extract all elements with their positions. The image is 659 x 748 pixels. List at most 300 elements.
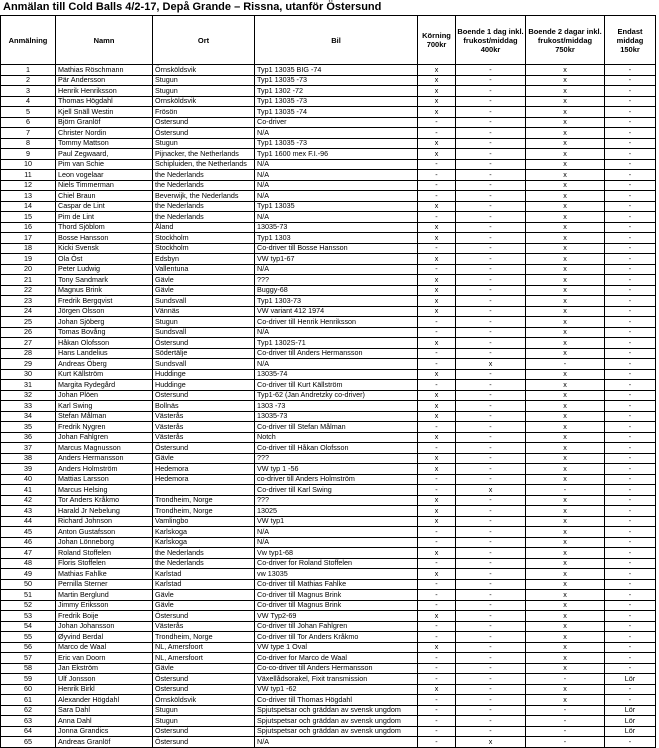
cell-anmalning: 5 xyxy=(1,107,56,118)
table-row xyxy=(1,243,656,254)
cell-anmalning: 21 xyxy=(1,275,56,286)
cell-namn: Andreas Granlöf xyxy=(56,737,153,748)
cell-boende2: x xyxy=(526,548,605,559)
cell-boende1: x xyxy=(456,359,526,370)
cell-anmalning: 22 xyxy=(1,285,56,296)
cell-korning: x xyxy=(418,569,456,580)
cell-boende1: - xyxy=(456,327,526,338)
cell-boende2: x xyxy=(526,621,605,632)
cell-boende2: x xyxy=(526,684,605,695)
cell-endast: - xyxy=(605,443,656,454)
header-endast-price: 150kr xyxy=(620,44,640,54)
cell-anmalning: 34 xyxy=(1,411,56,422)
cell-korning: - xyxy=(418,558,456,569)
header-korning-line: Körning xyxy=(422,31,451,40)
cell-anmalning: 9 xyxy=(1,149,56,160)
header-bil: Bil xyxy=(255,16,418,65)
cell-anmalning: 54 xyxy=(1,621,56,632)
cell-endast: - xyxy=(605,695,656,706)
cell-bil: N/A xyxy=(255,264,418,275)
cell-anmalning: 26 xyxy=(1,327,56,338)
table-row xyxy=(1,537,656,548)
cell-boende2: x xyxy=(526,75,605,86)
cell-boende2: x xyxy=(526,611,605,622)
cell-anmalning: 37 xyxy=(1,443,56,454)
cell-bil: VW typ1-67 xyxy=(255,254,418,265)
cell-bil: Co-driver till Stefan Målman xyxy=(255,422,418,433)
cell-namn: Anna Dahl xyxy=(56,716,153,727)
cell-endast: - xyxy=(605,653,656,664)
cell-ort: Örnsköldsvik xyxy=(153,65,255,76)
cell-anmalning: 55 xyxy=(1,632,56,643)
table-row xyxy=(1,222,656,233)
cell-boende1: - xyxy=(456,191,526,202)
cell-ort: the Nederlands xyxy=(153,212,255,223)
cell-endast: - xyxy=(605,558,656,569)
cell-bil: Co-driver till Anders Hermansson xyxy=(255,348,418,359)
cell-ort: Edsbyn xyxy=(153,254,255,265)
cell-namn: Peter Ludwig xyxy=(56,264,153,275)
cell-korning: x xyxy=(418,548,456,559)
cell-boende2: x xyxy=(526,527,605,538)
cell-anmalning: 14 xyxy=(1,201,56,212)
cell-ort: the Nederlands xyxy=(153,558,255,569)
cell-boende2: x xyxy=(526,464,605,475)
header-korning xyxy=(418,16,456,65)
cell-ort: Örnsköldsvik xyxy=(153,695,255,706)
cell-boende2: x xyxy=(526,558,605,569)
cell-endast: - xyxy=(605,191,656,202)
cell-namn: Andreas Öberg xyxy=(56,359,153,370)
cell-ort: Stugun xyxy=(153,716,255,727)
table-row xyxy=(1,474,656,485)
cell-ort: Örnsköldsvik xyxy=(153,96,255,107)
cell-korning: - xyxy=(418,590,456,601)
cell-boende1: - xyxy=(456,674,526,685)
cell-boende2: x xyxy=(526,317,605,328)
cell-endast: - xyxy=(605,464,656,475)
cell-boende1: - xyxy=(456,285,526,296)
cell-boende1: - xyxy=(456,663,526,674)
table-row xyxy=(1,695,656,706)
cell-bil: N/A xyxy=(255,537,418,548)
cell-boende1: - xyxy=(456,558,526,569)
header-endast xyxy=(605,16,656,65)
cell-anmalning: 16 xyxy=(1,222,56,233)
cell-anmalning: 45 xyxy=(1,527,56,538)
cell-bil: Typ1 1303 xyxy=(255,233,418,244)
cell-anmalning: 64 xyxy=(1,726,56,737)
cell-ort: Sundsvall xyxy=(153,359,255,370)
cell-endast: - xyxy=(605,390,656,401)
cell-boende1: - xyxy=(456,96,526,107)
cell-anmalning: 44 xyxy=(1,516,56,527)
cell-namn: Karl Swing xyxy=(56,401,153,412)
cell-ort: Södertälje xyxy=(153,348,255,359)
cell-boende2: x xyxy=(526,453,605,464)
cell-boende1: - xyxy=(456,149,526,160)
cell-korning: - xyxy=(418,621,456,632)
cell-namn: Anton Gustafsson xyxy=(56,527,153,538)
table-row xyxy=(1,401,656,412)
cell-bil: N/A xyxy=(255,212,418,223)
cell-boende2: x xyxy=(526,390,605,401)
cell-namn: Roland Stoffelen xyxy=(56,548,153,559)
cell-anmalning: 43 xyxy=(1,506,56,517)
cell-bil: Spjutspetsar och gräddan av svensk ungdom xyxy=(255,705,418,716)
cell-boende1: - xyxy=(456,716,526,727)
cell-boende2: x xyxy=(526,369,605,380)
cell-ort: the Nederlands xyxy=(153,180,255,191)
cell-namn: Kicki Svensk xyxy=(56,243,153,254)
cell-korning: - xyxy=(418,579,456,590)
cell-ort: the Nederlands xyxy=(153,548,255,559)
cell-boende2: x xyxy=(526,138,605,149)
cell-ort: Sundsvall xyxy=(153,327,255,338)
cell-korning: x xyxy=(418,285,456,296)
cell-bil: vw 13035 xyxy=(255,569,418,580)
cell-boende1: - xyxy=(456,170,526,181)
cell-korning: x xyxy=(418,684,456,695)
cell-namn: Håkan Olofsson xyxy=(56,338,153,349)
cell-ort: Beverwijk, the Nederlands xyxy=(153,191,255,202)
cell-boende1: x xyxy=(456,485,526,496)
cell-namn: Marcus Magnusson xyxy=(56,443,153,454)
cell-boende2: x xyxy=(526,600,605,611)
cell-bil: Typ1 1303-73 xyxy=(255,296,418,307)
table-row xyxy=(1,65,656,76)
cell-boende2: x xyxy=(526,443,605,454)
cell-korning: - xyxy=(418,485,456,496)
cell-ort: Trondheim, Norge xyxy=(153,632,255,643)
cell-boende2: x xyxy=(526,86,605,97)
cell-ort: Trondheim, Norge xyxy=(153,495,255,506)
cell-anmalning: 1 xyxy=(1,65,56,76)
cell-korning: x xyxy=(418,306,456,317)
cell-ort: Karlskoga xyxy=(153,537,255,548)
cell-anmalning: 40 xyxy=(1,474,56,485)
cell-boende2: x xyxy=(526,128,605,139)
cell-korning: x xyxy=(418,96,456,107)
cell-namn: Jimmy Eriksson xyxy=(56,600,153,611)
table-row xyxy=(1,737,656,748)
cell-boende1: - xyxy=(456,306,526,317)
cell-namn: Johan Fahlgren xyxy=(56,432,153,443)
cell-boende1: - xyxy=(456,432,526,443)
cell-bil: Co-driver till Johan Fahlgren xyxy=(255,621,418,632)
cell-korning: - xyxy=(418,443,456,454)
cell-bil: 13025 xyxy=(255,506,418,517)
cell-anmalning: 4 xyxy=(1,96,56,107)
table-row xyxy=(1,632,656,643)
cell-endast: - xyxy=(605,86,656,97)
table-row xyxy=(1,653,656,664)
cell-korning: x xyxy=(418,432,456,443)
cell-boende2: x xyxy=(526,159,605,170)
cell-boende1: - xyxy=(456,590,526,601)
table-row xyxy=(1,264,656,275)
cell-bil: Typ1 1302S-71 xyxy=(255,338,418,349)
cell-namn: Alexander Högdahl xyxy=(56,695,153,706)
cell-boende1: - xyxy=(456,642,526,653)
cell-bil: co-driver till Anders Holmström xyxy=(255,474,418,485)
cell-anmalning: 32 xyxy=(1,390,56,401)
cell-endast: - xyxy=(605,296,656,307)
cell-boende2: - xyxy=(526,485,605,496)
cell-ort: the Nederlands xyxy=(153,201,255,212)
cell-boende1: - xyxy=(456,632,526,643)
cell-korning: - xyxy=(418,159,456,170)
cell-boende2: x xyxy=(526,222,605,233)
table-row xyxy=(1,569,656,580)
cell-boende2: x xyxy=(526,149,605,160)
cell-ort: Östersund xyxy=(153,338,255,349)
cell-namn: Stefan Målman xyxy=(56,411,153,422)
table-row xyxy=(1,317,656,328)
cell-namn: Johan Sjöberg xyxy=(56,317,153,328)
cell-ort: Karlstad xyxy=(153,579,255,590)
cell-boende2: x xyxy=(526,569,605,580)
cell-ort: Östersund xyxy=(153,674,255,685)
table-row xyxy=(1,453,656,464)
cell-endast: - xyxy=(605,737,656,748)
cell-boende1: - xyxy=(456,369,526,380)
cell-boende1: - xyxy=(456,443,526,454)
cell-korning: x xyxy=(418,495,456,506)
cell-namn: Kurt Källström xyxy=(56,369,153,380)
cell-bil: N/A xyxy=(255,180,418,191)
cell-namn: Sara Dahl xyxy=(56,705,153,716)
cell-anmalning: 60 xyxy=(1,684,56,695)
cell-anmalning: 61 xyxy=(1,695,56,706)
cell-endast: - xyxy=(605,243,656,254)
cell-bil: N/A xyxy=(255,128,418,139)
document-title: Anmälan till Cold Balls 4/2-17, Depå Grande – Rissna, utanför Östersund xyxy=(3,1,382,13)
cell-bil: Typ1 1302 -72 xyxy=(255,86,418,97)
cell-boende2: x xyxy=(526,296,605,307)
cell-korning: - xyxy=(418,527,456,538)
cell-anmalning: 56 xyxy=(1,642,56,653)
cell-korning: x xyxy=(418,275,456,286)
cell-bil: Typ1 13035 -74 xyxy=(255,107,418,118)
table-row xyxy=(1,579,656,590)
cell-anmalning: 41 xyxy=(1,485,56,496)
cell-anmalning: 30 xyxy=(1,369,56,380)
cell-boende1: - xyxy=(456,159,526,170)
cell-namn: Bosse Hansson xyxy=(56,233,153,244)
cell-bil: Typ1 13035 -73 xyxy=(255,138,418,149)
table-row xyxy=(1,558,656,569)
table-row xyxy=(1,254,656,265)
cell-endast: - xyxy=(605,506,656,517)
cell-namn: Anders Holmström xyxy=(56,464,153,475)
cell-boende2: x xyxy=(526,474,605,485)
cell-boende2: x xyxy=(526,506,605,517)
table-body xyxy=(1,65,656,748)
cell-bil: N/A xyxy=(255,170,418,181)
cell-korning: - xyxy=(418,264,456,275)
cell-endast: - xyxy=(605,159,656,170)
cell-namn: Thord Sjöblom xyxy=(56,222,153,233)
cell-ort: Huddinge xyxy=(153,369,255,380)
cell-ort: Östersund xyxy=(153,443,255,454)
cell-boende1: - xyxy=(456,569,526,580)
cell-anmalning: 13 xyxy=(1,191,56,202)
cell-endast: - xyxy=(605,474,656,485)
table-row xyxy=(1,548,656,559)
cell-ort: Östersund xyxy=(153,611,255,622)
cell-boende2: x xyxy=(526,695,605,706)
cell-korning: - xyxy=(418,716,456,727)
cell-anmalning: 12 xyxy=(1,180,56,191)
table-row xyxy=(1,138,656,149)
cell-boende1: - xyxy=(456,348,526,359)
table-row xyxy=(1,600,656,611)
table-row xyxy=(1,369,656,380)
cell-boende1: - xyxy=(456,338,526,349)
cell-boende1: - xyxy=(456,621,526,632)
cell-bil: Co-driver till Thomas Högdahl xyxy=(255,695,418,706)
header-endast-line: middag xyxy=(616,35,644,45)
table-row xyxy=(1,611,656,622)
cell-endast: - xyxy=(605,527,656,538)
table-row xyxy=(1,338,656,349)
cell-boende2: x xyxy=(526,254,605,265)
cell-anmalning: 57 xyxy=(1,653,56,664)
cell-namn: Marco de Waal xyxy=(56,642,153,653)
cell-anmalning: 25 xyxy=(1,317,56,328)
cell-boende2: x xyxy=(526,495,605,506)
cell-boende2: x xyxy=(526,306,605,317)
cell-bil: Co-co-driver till Anders Hermansson xyxy=(255,663,418,674)
cell-bil: 1303 -73 xyxy=(255,401,418,412)
cell-boende1: - xyxy=(456,264,526,275)
cell-bil: Co-driver till Håkan Olofsson xyxy=(255,443,418,454)
table-row xyxy=(1,96,656,107)
cell-bil: 13035-73 xyxy=(255,411,418,422)
cell-boende1: - xyxy=(456,495,526,506)
cell-boende1: - xyxy=(456,201,526,212)
cell-endast: - xyxy=(605,264,656,275)
cell-endast: - xyxy=(605,107,656,118)
cell-ort: Gävle xyxy=(153,453,255,464)
cell-anmalning: 18 xyxy=(1,243,56,254)
table-row xyxy=(1,191,656,202)
cell-boende1: - xyxy=(456,516,526,527)
cell-anmalning: 2 xyxy=(1,75,56,86)
cell-ort: Vallentuna xyxy=(153,264,255,275)
cell-korning: - xyxy=(418,380,456,391)
cell-boende1: - xyxy=(456,128,526,139)
cell-namn: Mathias Röschmann xyxy=(56,65,153,76)
cell-boende2: x xyxy=(526,422,605,433)
cell-bil: VW type 1 Oval xyxy=(255,642,418,653)
cell-endast: - xyxy=(605,338,656,349)
table-row xyxy=(1,117,656,128)
cell-anmalning: 11 xyxy=(1,170,56,181)
cell-ort: Hedemora xyxy=(153,474,255,485)
cell-korning: - xyxy=(418,705,456,716)
cell-korning: x xyxy=(418,390,456,401)
table-row xyxy=(1,149,656,160)
cell-korning: - xyxy=(418,212,456,223)
cell-anmalning: 10 xyxy=(1,159,56,170)
cell-korning: - xyxy=(418,474,456,485)
cell-anmalning: 29 xyxy=(1,359,56,370)
cell-ort: Frösön xyxy=(153,107,255,118)
cell-bil: Co-driver xyxy=(255,117,418,128)
cell-namn: Tony Sandmark xyxy=(56,275,153,286)
cell-endast: - xyxy=(605,75,656,86)
cell-bil: VW typ 1 -56 xyxy=(255,464,418,475)
table-row xyxy=(1,275,656,286)
cell-namn: Thomas Högdahl xyxy=(56,96,153,107)
cell-bil: N/A xyxy=(255,359,418,370)
cell-endast: - xyxy=(605,422,656,433)
cell-namn: Marcus Helsing xyxy=(56,485,153,496)
cell-anmalning: 52 xyxy=(1,600,56,611)
cell-boende1: - xyxy=(456,65,526,76)
cell-boende1: - xyxy=(456,695,526,706)
cell-namn: Pim de Lint xyxy=(56,212,153,223)
cell-anmalning: 23 xyxy=(1,296,56,307)
cell-anmalning: 51 xyxy=(1,590,56,601)
table-row xyxy=(1,516,656,527)
header-endast-line: Endast xyxy=(617,26,643,36)
cell-boende2: x xyxy=(526,642,605,653)
cell-anmalning: 20 xyxy=(1,264,56,275)
cell-bil: VW variant 412 1974 xyxy=(255,306,418,317)
cell-boende1: - xyxy=(456,180,526,191)
cell-bil: Co-driver till Magnus Brink xyxy=(255,590,418,601)
cell-boende1: - xyxy=(456,537,526,548)
table-row xyxy=(1,201,656,212)
cell-ort: Västerås xyxy=(153,422,255,433)
cell-endast: - xyxy=(605,569,656,580)
cell-boende1: - xyxy=(456,138,526,149)
cell-boende1: - xyxy=(456,401,526,412)
cell-ort: Gävle xyxy=(153,275,255,286)
table-row xyxy=(1,86,656,97)
cell-korning: x xyxy=(418,411,456,422)
cell-namn: Øyvind Berdal xyxy=(56,632,153,643)
table-row xyxy=(1,495,656,506)
header-boende1-price: 400kr xyxy=(480,44,501,54)
cell-endast: - xyxy=(605,548,656,559)
cell-korning: x xyxy=(418,222,456,233)
cell-anmalning: 62 xyxy=(1,705,56,716)
cell-bil: N/A xyxy=(255,159,418,170)
cell-korning: x xyxy=(418,75,456,86)
cell-boende2: x xyxy=(526,632,605,643)
cell-endast: - xyxy=(605,170,656,181)
cell-endast: - xyxy=(605,380,656,391)
cell-korning: - xyxy=(418,317,456,328)
cell-bil: VW typ1 -62 xyxy=(255,684,418,695)
cell-boende2: x xyxy=(526,275,605,286)
cell-endast: Lör xyxy=(605,705,656,716)
cell-korning: - xyxy=(418,359,456,370)
cell-namn: Fredrik Boije xyxy=(56,611,153,622)
cell-boende2: x xyxy=(526,663,605,674)
cell-boende2: x xyxy=(526,180,605,191)
cell-boende1: - xyxy=(456,527,526,538)
cell-anmalning: 59 xyxy=(1,674,56,685)
cell-boende2: x xyxy=(526,243,605,254)
cell-boende2: x xyxy=(526,411,605,422)
cell-korning: x xyxy=(418,611,456,622)
cell-boende1: - xyxy=(456,212,526,223)
